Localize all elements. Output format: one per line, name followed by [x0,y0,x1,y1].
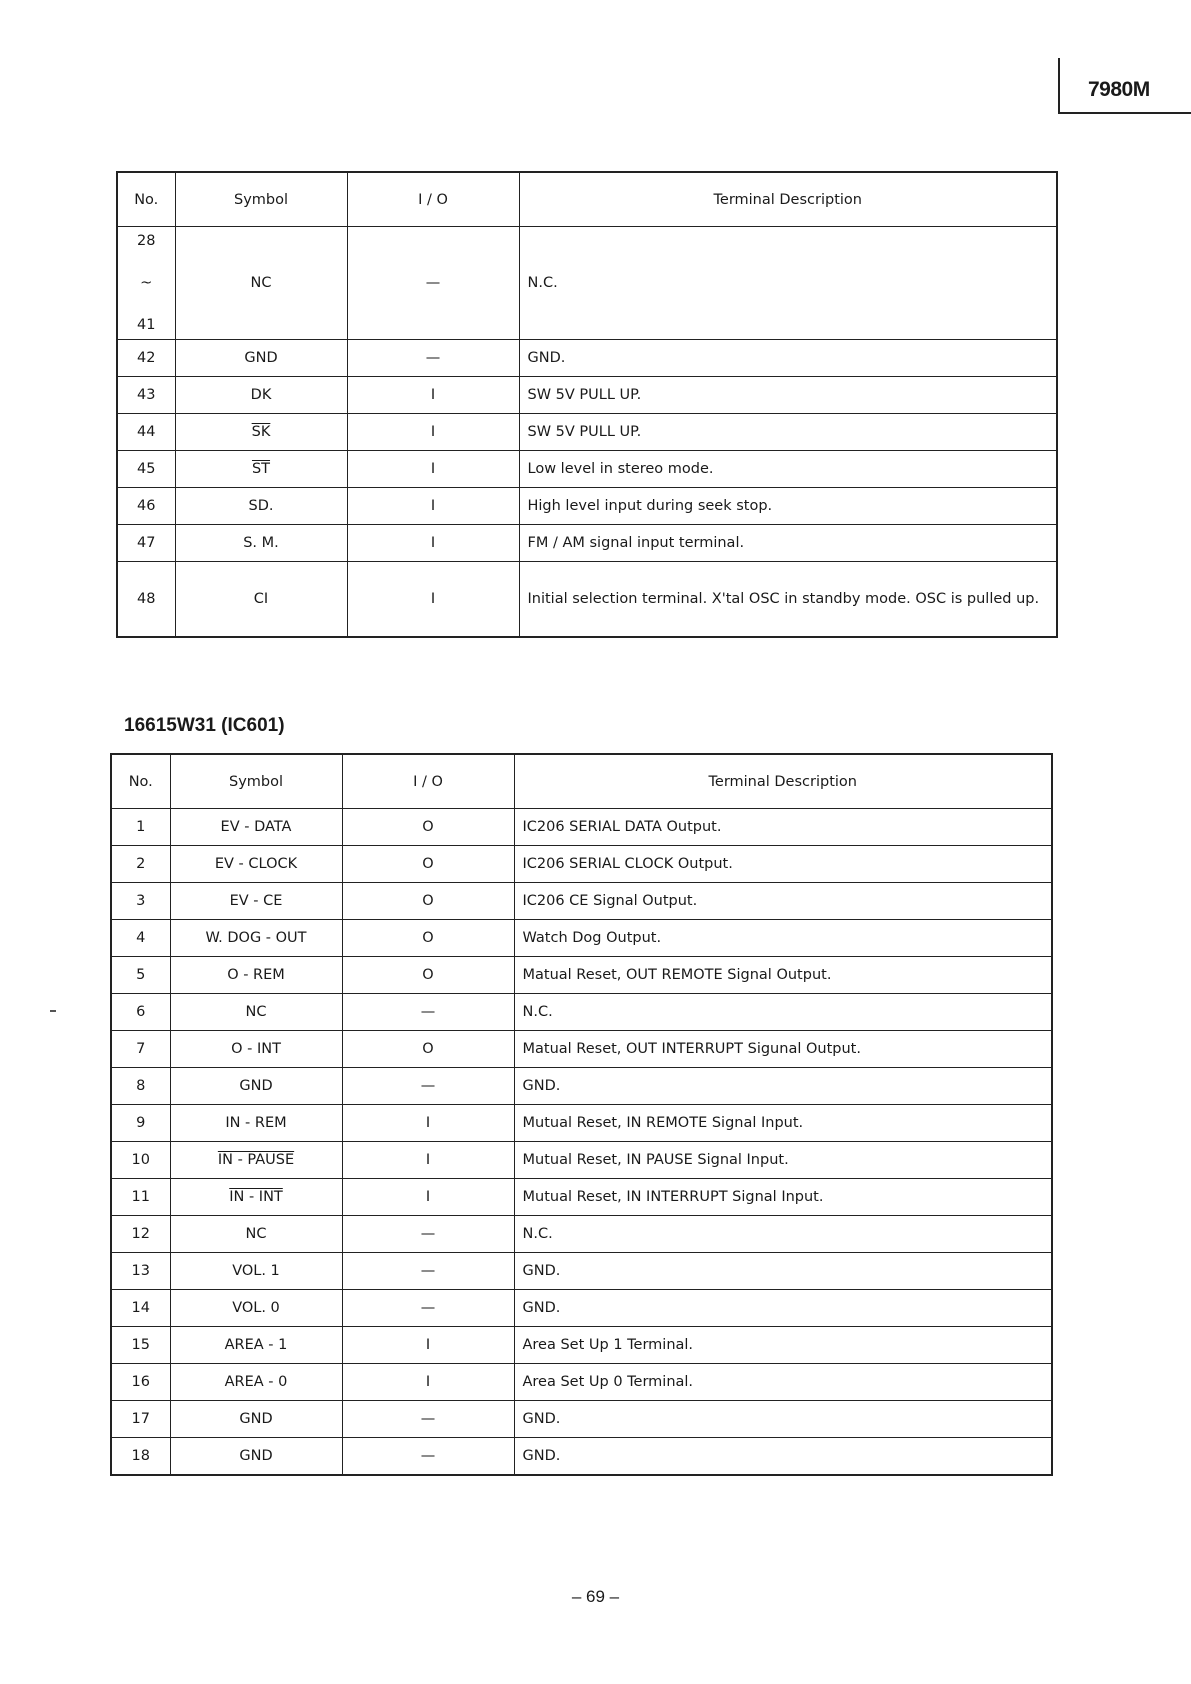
pin-io: I [342,1364,514,1401]
table-row [111,1142,1052,1179]
table-row [111,1253,1052,1290]
pin-symbol: AREA - 0 [170,1364,342,1401]
pin-range [117,227,175,340]
pin-no: 10 [111,1142,170,1179]
pin-io: — [342,1438,514,1476]
table-row [117,451,1057,488]
pin-io: O [342,846,514,883]
pin-io: O [342,1031,514,1068]
pin-symbol [170,1142,342,1179]
pin-io: — [342,1253,514,1290]
pin-range-end: 41 [137,317,156,333]
pin-no: 1 [111,809,170,846]
pin-io: I [347,488,519,525]
col-description: Terminal Description [519,172,1057,227]
pin-no: 12 [111,1216,170,1253]
table-row [111,994,1052,1031]
pin-description: High level input during seek stop. [519,488,1057,525]
pin-description: FM / AM signal input terminal. [519,525,1057,562]
table-header [117,172,1057,227]
pin-symbol: NC [170,994,342,1031]
pin-description: GND. [514,1401,1052,1438]
pin-no: 2 [111,846,170,883]
pin-symbol: O - INT [170,1031,342,1068]
table-row [111,1327,1052,1364]
table-row [111,1216,1052,1253]
table-row [111,1179,1052,1216]
table-row [111,1290,1052,1327]
pin-io: O [342,920,514,957]
pin-no: 18 [111,1438,170,1476]
col-symbol: Symbol [175,172,347,227]
pin-symbol: GND [170,1438,342,1476]
pin-io: — [342,1216,514,1253]
pin-description: Area Set Up 1 Terminal. [514,1327,1052,1364]
pin-no: 44 [117,414,175,451]
pin-no: 47 [117,525,175,562]
pin-description: IC206 SERIAL DATA Output. [514,809,1052,846]
pin-no: 48 [117,562,175,638]
pin-symbol-active-low: IN - INT [229,1189,283,1205]
pin-range-start: 28 [137,233,156,249]
pin-io: I [347,562,519,638]
pin-symbol: S. M. [175,525,347,562]
pin-symbol: CI [175,562,347,638]
pin-no: 7 [111,1031,170,1068]
pin-symbol: W. DOG - OUT [170,920,342,957]
table-row [111,1068,1052,1105]
pin-io: I [342,1179,514,1216]
table-row [117,377,1057,414]
pin-description: N.C. [514,1216,1052,1253]
pin-no: 43 [117,377,175,414]
table-row [111,1031,1052,1068]
pin-description: GND. [514,1438,1052,1476]
table-row [111,1438,1052,1476]
pin-no: 11 [111,1179,170,1216]
table-row [111,1364,1052,1401]
pin-symbol: DK [175,377,347,414]
pin-description: GND. [519,340,1057,377]
pin-no: 16 [111,1364,170,1401]
pin-io: O [342,883,514,920]
table-row [117,562,1057,638]
col-description: Terminal Description [514,754,1052,809]
col-no: No. [111,754,170,809]
pin-table-1 [116,171,1058,638]
pin-io: I [342,1105,514,1142]
pin-no: 42 [117,340,175,377]
pin-io: — [342,1290,514,1327]
pin-description: Mutual Reset, IN REMOTE Signal Input. [514,1105,1052,1142]
pin-symbol: AREA - 1 [170,1327,342,1364]
pin-symbol [170,1179,342,1216]
pin-no: 4 [111,920,170,957]
pin-no: 9 [111,1105,170,1142]
table-row [117,525,1057,562]
table-row [111,1105,1052,1142]
pin-io: I [347,525,519,562]
pin-description: GND. [514,1290,1052,1327]
pin-symbol: SD. [175,488,347,525]
pin-no: 13 [111,1253,170,1290]
scan-speck [50,1010,56,1012]
pin-symbol: GND [170,1401,342,1438]
pin-table-2 [110,753,1053,1476]
pin-range-separator: ~ [140,275,153,291]
pin-description: Mutual Reset, IN INTERRUPT Signal Input. [514,1179,1052,1216]
pin-description: Matual Reset, OUT INTERRUPT Sigunal Output. [514,1031,1052,1068]
pin-symbol: IN - REM [170,1105,342,1142]
pin-io: I [342,1142,514,1179]
pin-no: 15 [111,1327,170,1364]
table-row [117,414,1057,451]
pin-description: GND. [514,1068,1052,1105]
table-row [111,957,1052,994]
pin-symbol: EV - DATA [170,809,342,846]
table-row [111,809,1052,846]
table-row [117,227,1057,340]
pin-description: SW 5V PULL UP. [519,414,1057,451]
pin-symbol [175,414,347,451]
col-symbol: Symbol [170,754,342,809]
pin-description: IC206 SERIAL CLOCK Output. [514,846,1052,883]
pin-description: Mutual Reset, IN PAUSE Signal Input. [514,1142,1052,1179]
table-row [117,340,1057,377]
pin-io: — [347,227,519,340]
pin-no: 17 [111,1401,170,1438]
pin-symbol: O - REM [170,957,342,994]
pin-symbol-active-low: $\overline{ST}$ [251,461,271,477]
pin-symbol [175,451,347,488]
pin-no: 6 [111,994,170,1031]
pin-symbol-active-low: $\overline{SK}$ [251,424,271,440]
table-header [111,754,1052,809]
pin-symbol: NC [170,1216,342,1253]
pin-description: N.C. [514,994,1052,1031]
pin-description: SW 5V PULL UP. [519,377,1057,414]
pin-description: Watch Dog Output. [514,920,1052,957]
pin-no: 3 [111,883,170,920]
pin-no: 45 [117,451,175,488]
pin-no: 46 [117,488,175,525]
pin-io: I [347,414,519,451]
pin-description: Low level in stereo mode. [519,451,1057,488]
model-number: 7980M [1088,78,1150,101]
pin-description: Initial selection terminal. X'tal OSC in standby mode. OSC is pulled up. [519,562,1057,638]
table-row [111,846,1052,883]
page-number: – 69 – [571,1587,620,1606]
pin-io: — [347,340,519,377]
pin-no: 8 [111,1068,170,1105]
table-row [111,1401,1052,1438]
pin-symbol: GND [175,340,347,377]
pin-no: 5 [111,957,170,994]
col-no: No. [117,172,175,227]
pin-description: Area Set Up 0 Terminal. [514,1364,1052,1401]
pin-io: O [342,957,514,994]
pin-io: I [347,377,519,414]
pin-no: 14 [111,1290,170,1327]
pin-description: N.C. [519,227,1057,340]
section-title: 16615W31 (IC601) [124,715,285,736]
pin-description: Matual Reset, OUT REMOTE Signal Output. [514,957,1052,994]
pin-symbol: EV - CE [170,883,342,920]
pin-symbol: NC [175,227,347,340]
col-io: I / O [347,172,519,227]
pin-symbol: GND [170,1068,342,1105]
pin-io: I [347,451,519,488]
table-row [111,883,1052,920]
col-io: I / O [342,754,514,809]
pin-io: I [342,1327,514,1364]
pin-symbol: VOL. 1 [170,1253,342,1290]
pin-io: — [342,994,514,1031]
table-row [111,920,1052,957]
pin-description: IC206 CE Signal Output. [514,883,1052,920]
pin-symbol-active-low: IN - PAUSE [217,1152,295,1168]
pin-symbol: VOL. 0 [170,1290,342,1327]
table-row [117,488,1057,525]
pin-io: — [342,1068,514,1105]
pin-io: — [342,1401,514,1438]
pin-symbol: EV - CLOCK [170,846,342,883]
pin-io: O [342,809,514,846]
pin-description: GND. [514,1253,1052,1290]
